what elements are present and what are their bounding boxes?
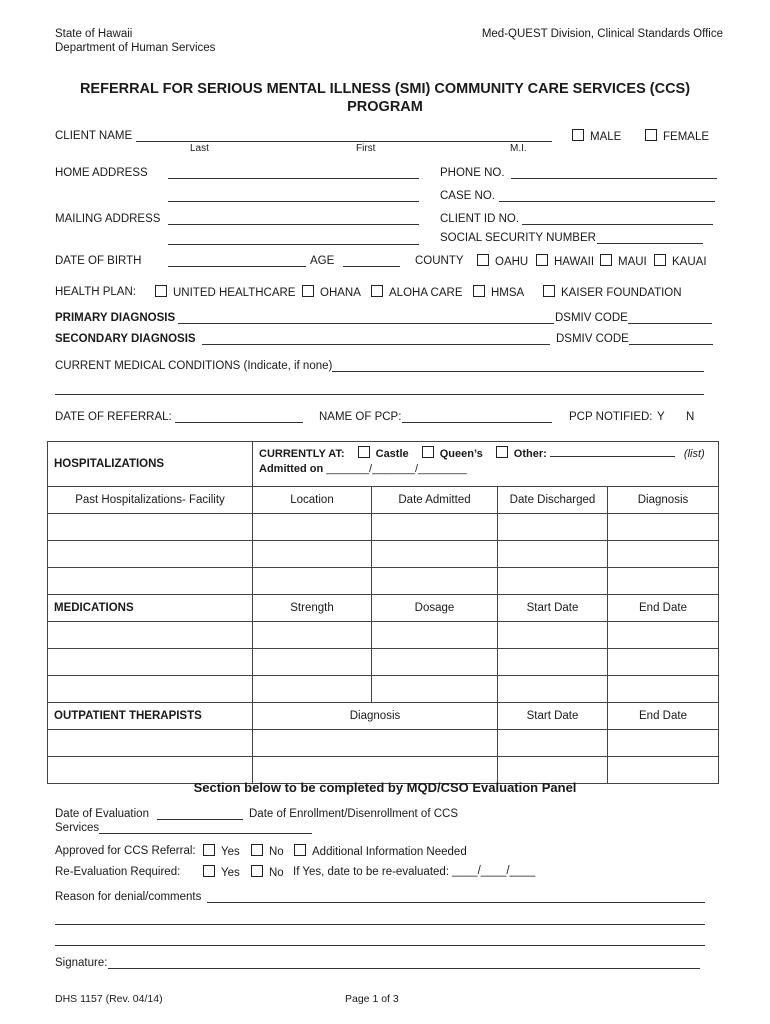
pcp-notified-no[interactable]: N: [686, 411, 695, 423]
county-label: COUNTY: [415, 255, 464, 267]
table-row: [48, 541, 719, 568]
table-row: [48, 514, 719, 541]
col-past-facility: Past Hospitalizations- Facility: [48, 487, 253, 514]
medical-conditions-label: CURRENT MEDICAL CONDITIONS (Indicate, if none): [55, 360, 333, 372]
secondary-dsmiv-label: DSMIV CODE: [556, 333, 629, 345]
col-dosage: Dosage: [372, 595, 498, 622]
male-option[interactable]: MALE: [572, 129, 621, 143]
last-name-caption: Last: [190, 143, 209, 154]
table-row: [48, 568, 719, 595]
currently-at-cell: CURRENTLY AT: Castle Queen’s Other: (list) Admitted on _______/_______/________: [253, 442, 719, 487]
reeval-yes-checkbox[interactable]: [203, 865, 215, 877]
panel-heading: Section below to be completed by MQD/CSO Evaluation Panel: [193, 780, 577, 795]
header-department: Department of Human Services: [55, 42, 216, 54]
dob-label: DATE OF BIRTH: [55, 255, 142, 267]
primary-dsmiv-field[interactable]: [628, 323, 712, 324]
table-row: [48, 730, 719, 757]
ssn-label: SOCIAL SECURITY NUMBER: [440, 232, 596, 244]
mailing-address-field-1[interactable]: [168, 224, 419, 225]
date-enrollment-label: Date of Enrollment/Disenrollment of CCS: [249, 808, 458, 820]
secondary-dsmiv-field[interactable]: [629, 344, 713, 345]
other-checkbox[interactable]: [496, 446, 508, 458]
maui-checkbox[interactable]: [600, 254, 612, 266]
col-out-end: End Date: [608, 703, 719, 730]
signature-field[interactable]: [108, 968, 700, 969]
secondary-diagnosis-label: SECONDARY DIAGNOSIS: [55, 333, 196, 345]
ohana-checkbox[interactable]: [302, 285, 314, 297]
county-maui[interactable]: MAUI: [600, 254, 647, 268]
form-number: DHS 1157 (Rev. 04/14): [55, 993, 163, 1005]
col-out-diagnosis: Diagnosis: [253, 703, 498, 730]
county-kauai[interactable]: KAUAI: [654, 254, 707, 268]
pcp-notified-yes[interactable]: Y: [657, 411, 665, 423]
admitted-on-field[interactable]: _______/_______/________: [326, 463, 467, 475]
home-address-field-2[interactable]: [168, 201, 419, 202]
age-field[interactable]: [343, 266, 400, 267]
plan-kaiser[interactable]: KAISER FOUNDATION: [543, 285, 682, 299]
reeval-yes[interactable]: Yes: [203, 865, 240, 879]
castle-checkbox[interactable]: [358, 446, 370, 458]
page-number: Page 1 of 3: [345, 993, 399, 1005]
other-field[interactable]: [550, 456, 675, 457]
middle-initial-caption: M.I.: [510, 143, 527, 154]
reeval-no-checkbox[interactable]: [251, 865, 263, 877]
services-field[interactable]: [99, 833, 312, 834]
form-title: REFERRAL FOR SERIOUS MENTAL ILLNESS (SMI) COMMUNITY CARE SERVICES (CCS): [79, 81, 691, 97]
kaiser-checkbox[interactable]: [543, 285, 555, 297]
home-address-field-1[interactable]: [168, 178, 419, 179]
plan-ohana[interactable]: OHANA: [302, 285, 361, 299]
medications-heading: MEDICATIONS: [48, 595, 253, 622]
first-name-caption: First: [356, 143, 376, 154]
col-med-end: End Date: [608, 595, 719, 622]
date-evaluation-label: Date of Evaluation: [55, 808, 149, 820]
col-date-admitted: Date Admitted: [372, 487, 498, 514]
case-field[interactable]: [499, 201, 715, 202]
oahu-checkbox[interactable]: [477, 254, 489, 266]
reeval-label: Re-Evaluation Required:: [55, 866, 181, 878]
approved-no[interactable]: No: [251, 844, 284, 858]
hawaii-checkbox[interactable]: [536, 254, 548, 266]
reason-label: Reason for denial/comments: [55, 891, 202, 903]
home-address-label: HOME ADDRESS: [55, 167, 148, 179]
pcp-notified-label: PCP NOTIFIED:: [569, 411, 653, 423]
mailing-address-label: MAILING ADDRESS: [55, 213, 161, 225]
queens-option[interactable]: Queen’s: [422, 448, 483, 460]
reason-field-2[interactable]: [55, 924, 705, 925]
phone-label: PHONE NO.: [440, 167, 505, 179]
col-med-start: Start Date: [498, 595, 608, 622]
castle-option[interactable]: Castle: [358, 448, 409, 460]
col-diagnosis: Diagnosis: [608, 487, 719, 514]
history-table: [47, 441, 719, 784]
primary-dsmiv-label: DSMIV CODE: [555, 312, 628, 324]
county-oahu[interactable]: OAHU: [477, 254, 528, 268]
reason-field-1[interactable]: [207, 902, 705, 903]
approved-yes[interactable]: Yes: [203, 844, 240, 858]
date-evaluation-field[interactable]: [157, 819, 243, 820]
medical-conditions-field-1[interactable]: [332, 371, 704, 372]
age-label: AGE: [310, 255, 335, 267]
additional-info[interactable]: Additional Information Needed: [294, 844, 467, 858]
plan-united[interactable]: UNITED HEALTHCARE: [155, 285, 295, 299]
approved-no-checkbox[interactable]: [251, 844, 263, 856]
client-id-label: CLIENT ID NO.: [440, 213, 520, 225]
male-checkbox[interactable]: [572, 129, 584, 141]
date-of-referral-field[interactable]: [175, 422, 303, 423]
other-option[interactable]: Other:: [496, 448, 547, 460]
secondary-diagnosis-field[interactable]: [202, 344, 550, 345]
col-location: Location: [253, 487, 372, 514]
approved-yes-checkbox[interactable]: [203, 844, 215, 856]
hmsa-checkbox[interactable]: [473, 285, 485, 297]
signature-label: Signature:: [55, 957, 108, 969]
date-of-referral-label: DATE OF REFERRAL:: [55, 411, 172, 423]
female-option[interactable]: FEMALE: [645, 129, 709, 143]
col-strength: Strength: [253, 595, 372, 622]
county-hawaii[interactable]: HAWAII: [536, 254, 594, 268]
approved-label: Approved for CCS Referral:: [55, 845, 196, 857]
table-row: [48, 622, 719, 649]
primary-diagnosis-label: PRIMARY DIAGNOSIS: [55, 312, 176, 324]
health-plan-label: HEALTH PLAN:: [55, 286, 136, 298]
client-name-field[interactable]: [136, 141, 552, 142]
mailing-address-field-2[interactable]: [168, 244, 419, 245]
pcp-label: NAME OF PCP:: [319, 411, 402, 423]
table-row: [48, 649, 719, 676]
ssn-field[interactable]: [597, 243, 703, 244]
hospitalizations-heading: HOSPITALIZATIONS: [48, 442, 253, 487]
form-title-line2: PROGRAM: [347, 99, 423, 115]
reeval-no[interactable]: No: [251, 865, 284, 879]
client-name-label: CLIENT NAME: [55, 130, 133, 142]
kauai-checkbox[interactable]: [654, 254, 666, 266]
client-id-field[interactable]: [522, 224, 713, 225]
additional-info-checkbox[interactable]: [294, 844, 306, 856]
pcp-field[interactable]: [402, 422, 552, 423]
header-state: State of Hawaii: [55, 28, 133, 40]
outpatient-heading: OUTPATIENT THERAPISTS: [48, 703, 253, 730]
phone-field[interactable]: [511, 178, 717, 179]
table-row: [48, 676, 719, 703]
col-date-discharged: Date Discharged: [498, 487, 608, 514]
case-label: CASE NO.: [440, 190, 495, 202]
primary-diagnosis-field[interactable]: [178, 323, 554, 324]
united-checkbox[interactable]: [155, 285, 167, 297]
reason-field-3[interactable]: [55, 945, 705, 946]
female-checkbox[interactable]: [645, 129, 657, 141]
header-division: Med-QUEST Division, Clinical Standards Office: [481, 28, 723, 40]
queens-checkbox[interactable]: [422, 446, 434, 458]
medical-conditions-field-2[interactable]: [55, 394, 704, 395]
dob-field[interactable]: [168, 266, 306, 267]
plan-hmsa[interactable]: HMSA: [473, 285, 524, 299]
aloha-checkbox[interactable]: [371, 285, 383, 297]
if-yes-label: If Yes, date to be re-evaluated:: [293, 866, 450, 878]
services-label: Services: [55, 822, 100, 834]
plan-aloha[interactable]: ALOHA CARE: [371, 285, 463, 299]
reeval-date-field[interactable]: ____/____/____: [452, 865, 536, 877]
col-out-start: Start Date: [498, 703, 608, 730]
